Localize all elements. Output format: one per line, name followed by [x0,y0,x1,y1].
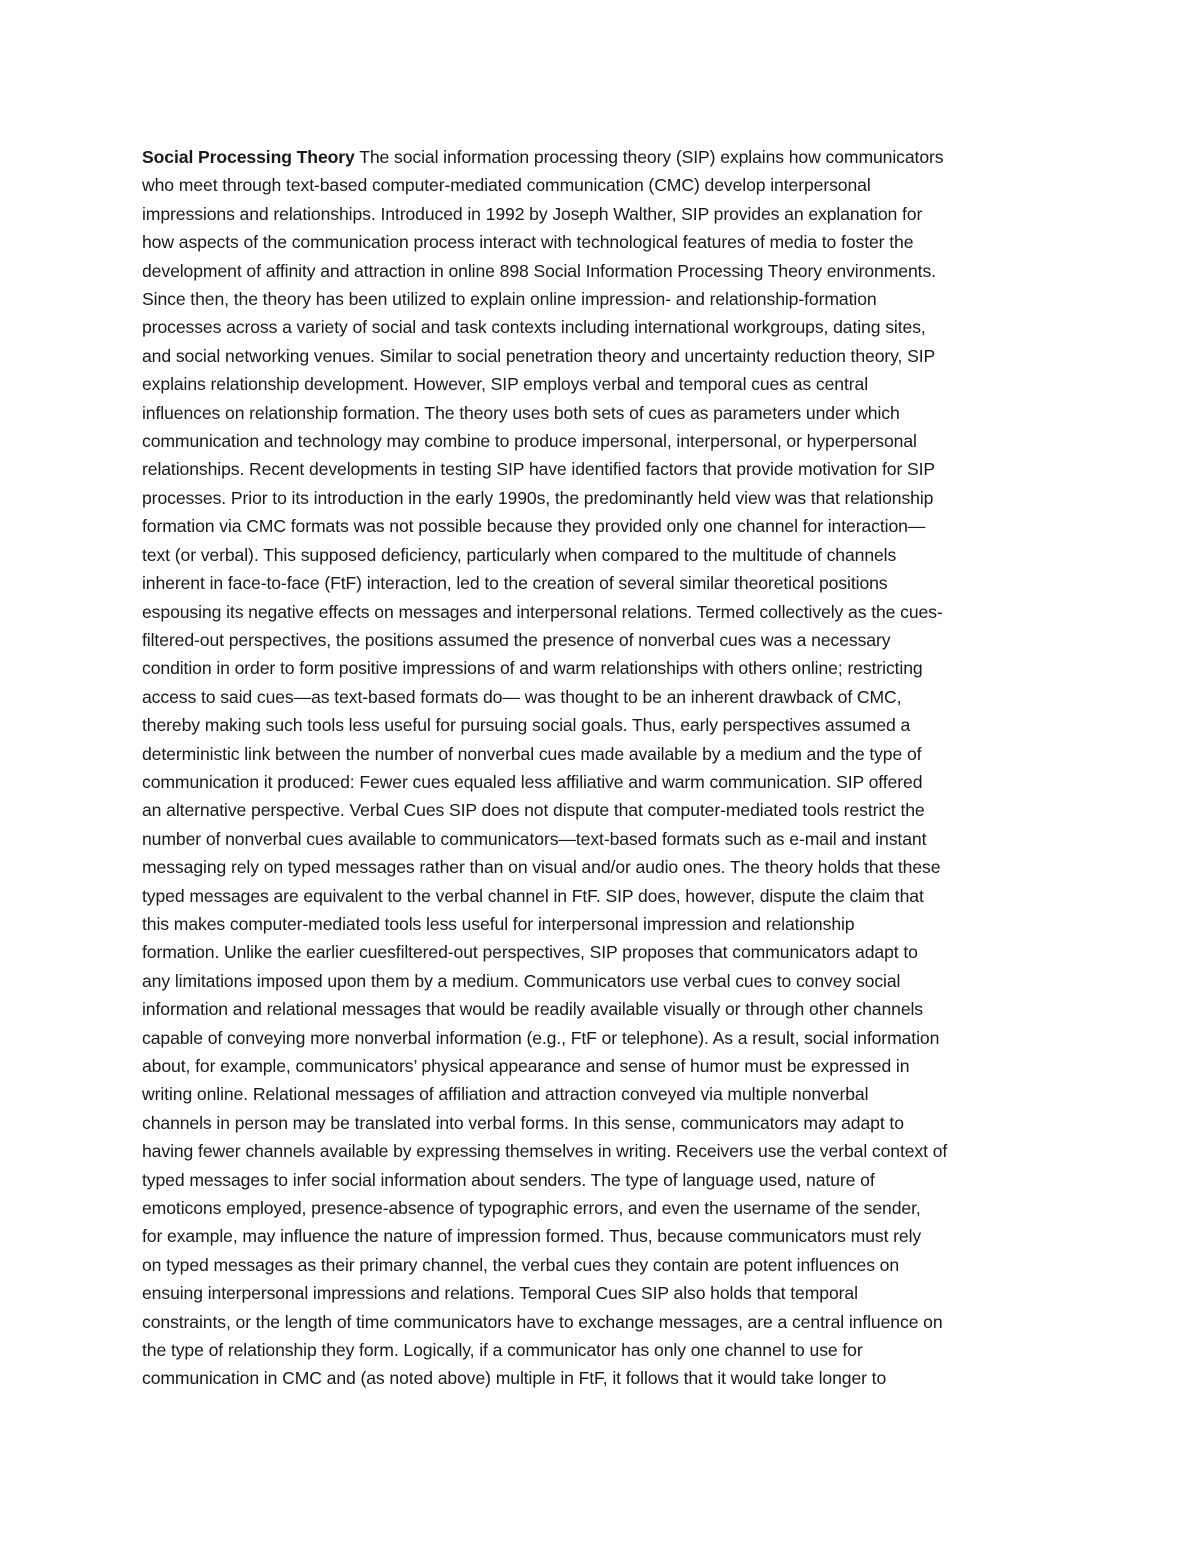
text-line: thereby making such tools less useful for pursuing social goals. Thus, early perspectives assumed a [142,715,911,736]
text-line: number of nonverbal cues available to communicators—text-based formats such as e-mail and instant [142,828,927,849]
text-line: this makes computer-mediated tools less useful for interpersonal impression and relationship [142,913,855,934]
text-line: communication in CMC and (as noted above) multiple in FtF, it follows that it would take longer to [142,1368,887,1389]
text-line: Since then, the theory has been utilized to explain online impression- and relationship-formation [142,289,877,310]
text-line: processes across a variety of social and task contexts including international workgroups, dating sites, [142,317,926,338]
text-line: messaging rely on typed messages rather than on visual and/or audio ones. The theory holds that these [142,857,941,878]
text-line: for example, may influence the nature of impression formed. Thus, because communicators must rely [142,1226,922,1247]
text-line: relationships. Recent developments in testing SIP have identified factors that provide motivation for SIP [142,459,936,480]
text-line: about, for example, communicators’ physical appearance and sense of humor must be expressed in [142,1056,910,1076]
text-line: explains relationship development. However, SIP employs verbal and temporal cues as central [142,374,868,395]
text-line: the type of relationship they form. Logically, if a communicator has only one channel to use for [142,1340,863,1361]
text-line: processes. Prior to its introduction in the early 1990s, the predominantly held view was that relationship [142,487,934,508]
first-line-text: The social information processing theory (SIP) explains how communicators [354,147,944,167]
body-text [142,143,1062,1393]
text-line: text (or verbal). This supposed deficiency, particularly when compared to the multitude of channels [142,544,897,565]
text-line: condition in order to form positive impressions of and warm relationships with others online; restricting [142,658,923,679]
text-line: any limitations imposed upon them by a medium. Communicators use verbal cues to convey social [142,970,901,991]
text-line: and social networking venues. Similar to social penetration theory and uncertainty reduction theory, SIP [142,345,936,366]
text-line: typed messages to infer social information about senders. The type of language used, nature of [142,1169,875,1190]
text-line: access to said cues—as text-based formats do— was thought to be an inherent drawback of CMC, [142,686,902,707]
text-line: emoticons employed, presence-absence of typographic errors, and even the username of the sender, [142,1198,921,1219]
text-line: information and relational messages that would be readily available visually or through other channels [142,999,924,1020]
text-line: how aspects of the communication process interact with technological features of media to foster the [142,232,914,253]
text-line: development of affinity and attraction in online 898 Social Information Processing Theory environments. [142,260,936,281]
text-line: channels in person may be translated into verbal forms. In this sense, communicators may adapt to [142,1112,904,1133]
text-line: impressions and relationships. Introduced in 1992 by Joseph Walther, SIP provides an explanation for [142,203,923,224]
text-line: espousing its negative effects on messages and interpersonal relations. Termed collectively as the cues- [142,601,943,622]
text-line: capable of conveying more nonverbal information (e.g., FtF or telephone). As a result, social information [142,1027,940,1048]
text-line: an alternative perspective. Verbal Cues SIP does not dispute that computer-mediated tools restrict the [142,800,925,821]
text-line: typed messages are equivalent to the verbal channel in FtF. SIP does, however, dispute the claim that [142,885,924,906]
text-line: communication and technology may combine to produce impersonal, interpersonal, or hyperpersonal [142,431,917,452]
text-line: communication it produced: Fewer cues equaled less affiliative and warm communication. SIP offered [142,771,923,792]
text-line: who meet through text-based computer-mediated communication (CMC) develop interpersonal [142,175,871,196]
text-line: writing online. Relational messages of affiliation and attraction conveyed via multiple nonverbal [142,1084,869,1105]
text-line: influences on relationship formation. The theory uses both sets of cues as parameters under which [142,402,900,423]
text-line: on typed messages as their primary channel, the verbal cues they contain are potent influences on [142,1254,900,1275]
text-line: formation via CMC formats was not possible because they provided only one channel for interaction— [142,516,926,537]
text-line: filtered-out perspectives, the positions assumed the presence of nonverbal cues was a necessary [142,629,891,650]
text-line: having fewer channels available by expressing themselves in writing. Receivers use the verbal context of [142,1141,948,1162]
text-line: deterministic link between the number of nonverbal cues made available by a medium and the type of [142,743,922,764]
text-line-first [142,143,1062,171]
text-line: inherent in face-to-face (FtF) interaction, led to the creation of several similar theoretical positions [142,573,888,594]
text-line: formation. Unlike the earlier cuesfiltered-out perspectives, SIP proposes that communicators adapt to [142,942,918,963]
text-line: constraints, or the length of time communicators have to exchange messages, are a central influence on [142,1311,943,1332]
text-line: ensuing interpersonal impressions and relations. Temporal Cues SIP also holds that temporal [142,1283,858,1304]
document-title: Social Processing Theory [142,147,355,167]
